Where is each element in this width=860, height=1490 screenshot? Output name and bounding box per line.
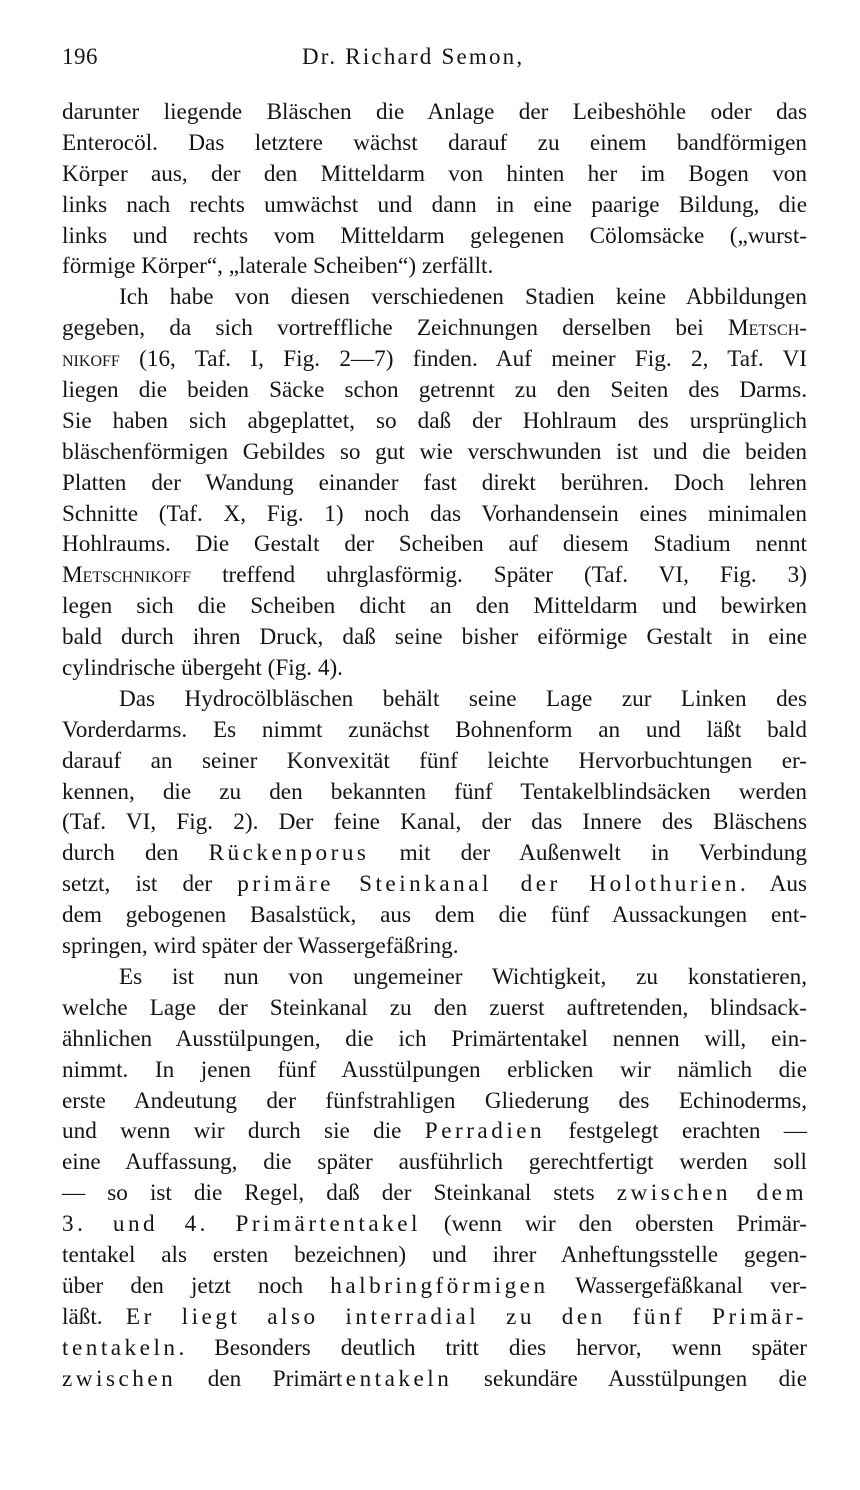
text-line: links nach rechts umwächst und dann in eine paarige Bildung, die <box>62 191 807 218</box>
text-line: erste Andeutung der fünfstrahligen Gliederung des Echinoderms, <box>62 1087 807 1114</box>
text-line: ähnlichen Ausstülpungen, die ich Primärtentakel nennen will, ein- <box>62 1025 807 1052</box>
page-header <box>62 44 807 80</box>
running-head: Dr. Richard Semon, <box>302 44 525 69</box>
text-line: dem gebogenen Basalstück, aus dem die fünf Aussackungen ent- <box>62 902 807 929</box>
text-line: tentakeln. Besonders deutlich tritt dies hervor, wenn später <box>62 1334 807 1361</box>
text-line: zwischen den Primärtentakeln sekundäre Ausstülpungen die <box>62 1365 807 1392</box>
body-text <box>62 97 807 1394</box>
text-line: Hohlraums. Die Gestalt der Scheiben auf diesem Stadium nennt <box>62 531 807 558</box>
text-line: und wenn wir durch sie die Perradien festgelegt erachten — <box>62 1118 807 1145</box>
text-line: Vorderdarms. Es nimmt zunächst Bohnenform an und läßt bald <box>62 716 807 743</box>
text-line: kennen, die zu den bekannten fünf Tentakelblindsäcken werden <box>62 778 807 805</box>
text-line: legen sich die Scheiben dicht an den Mitteldarm und bewirken <box>62 593 807 620</box>
text-line: links und rechts vom Mitteldarm gelegenen Cölomsäcke („wurst- <box>62 222 807 249</box>
text-line: Das Hydrocölbläschen behält seine Lage zur Linken des <box>119 685 807 712</box>
text-line: läßt. Er liegt also interradial zu den fünf Primär- <box>62 1303 807 1330</box>
page-number: 196 <box>62 44 98 69</box>
text-line: durch den Rückenporus mit der Außenwelt in Verbindung <box>62 840 807 867</box>
text-line: 3. und 4. Primärtentakel (wenn wir den obersten Primär- <box>62 1211 808 1238</box>
text-line: Metschnikoff treffend uhrglasförmig. Später (Taf. VI, Fig. 3) <box>62 562 807 589</box>
text-line: nimmt. In jenen fünf Ausstülpungen erblicken wir nämlich die <box>62 1056 807 1083</box>
text-line: liegen die beiden Säcke schon getrennt zu den Seiten des Darms. <box>62 377 807 404</box>
text-line: gegeben, da sich vortreffliche Zeichnungen derselben bei Metsch- <box>62 315 807 342</box>
text-line: springen, wird später der Wassergefäßring. <box>62 933 459 960</box>
text-line: bläschenförmigen Gebildes so gut wie verschwunden ist und die beiden <box>62 438 807 465</box>
text-line: welche Lage der Steinkanal zu den zuerst auftretenden, blindsack- <box>62 994 807 1021</box>
text-line: bald durch ihren Druck, daß seine bisher eiförmige Gestalt in eine <box>62 624 807 651</box>
text-line: tentakel als ersten bezeichnen) und ihrer Anheftungsstelle gegen- <box>62 1241 807 1268</box>
text-line: cylindrische übergeht (Fig. 4). <box>62 655 343 682</box>
text-line: setzt, ist der primäre Steinkanal der Holothurien. Aus <box>62 871 807 898</box>
text-line: Körper aus, der den Mitteldarm von hinten her im Bogen von <box>62 160 807 187</box>
text-line: förmige Körper“, „laterale Scheiben“) zerfällt. <box>62 253 494 280</box>
text-line: nikoff (16, Taf. I, Fig. 2—7) finden. Auf meiner Fig. 2, Taf. VI <box>62 346 807 373</box>
text-line: Sie haben sich abgeplattet, so daß der Hohlraum des ursprünglich <box>62 407 807 434</box>
text-line: (Taf. VI, Fig. 2). Der feine Kanal, der das Innere des Bläschens <box>62 809 807 836</box>
text-line: — so ist die Regel, daß der Steinkanal stets zwischen dem <box>62 1180 807 1207</box>
text-line: darunter liegende Bläschen die Anlage der Leibeshöhle oder das <box>62 99 807 125</box>
text-line: Enterocöl. Das letztere wächst darauf zu einem bandförmigen <box>62 129 807 156</box>
text-line: Schnitte (Taf. X, Fig. 1) noch das Vorhandensein eines minimalen <box>62 500 807 527</box>
text-line: eine Auffassung, die später ausführlich gerechtfertigt werden soll <box>62 1149 807 1176</box>
text-line: Platten der Wandung einander fast direkt berühren. Doch lehren <box>62 469 807 496</box>
text-line: Ich habe von diesen verschiedenen Stadien keine Abbildungen <box>119 284 807 311</box>
text-line: Es ist nun von ungemeiner Wichtigkeit, zu konstatieren, <box>119 963 807 990</box>
text-line: darauf an seiner Konvexität fünf leichte Hervorbuchtungen er- <box>62 747 807 774</box>
text-line: über den jetzt noch halbringförmigen Wassergefäßkanal ver- <box>62 1272 807 1299</box>
